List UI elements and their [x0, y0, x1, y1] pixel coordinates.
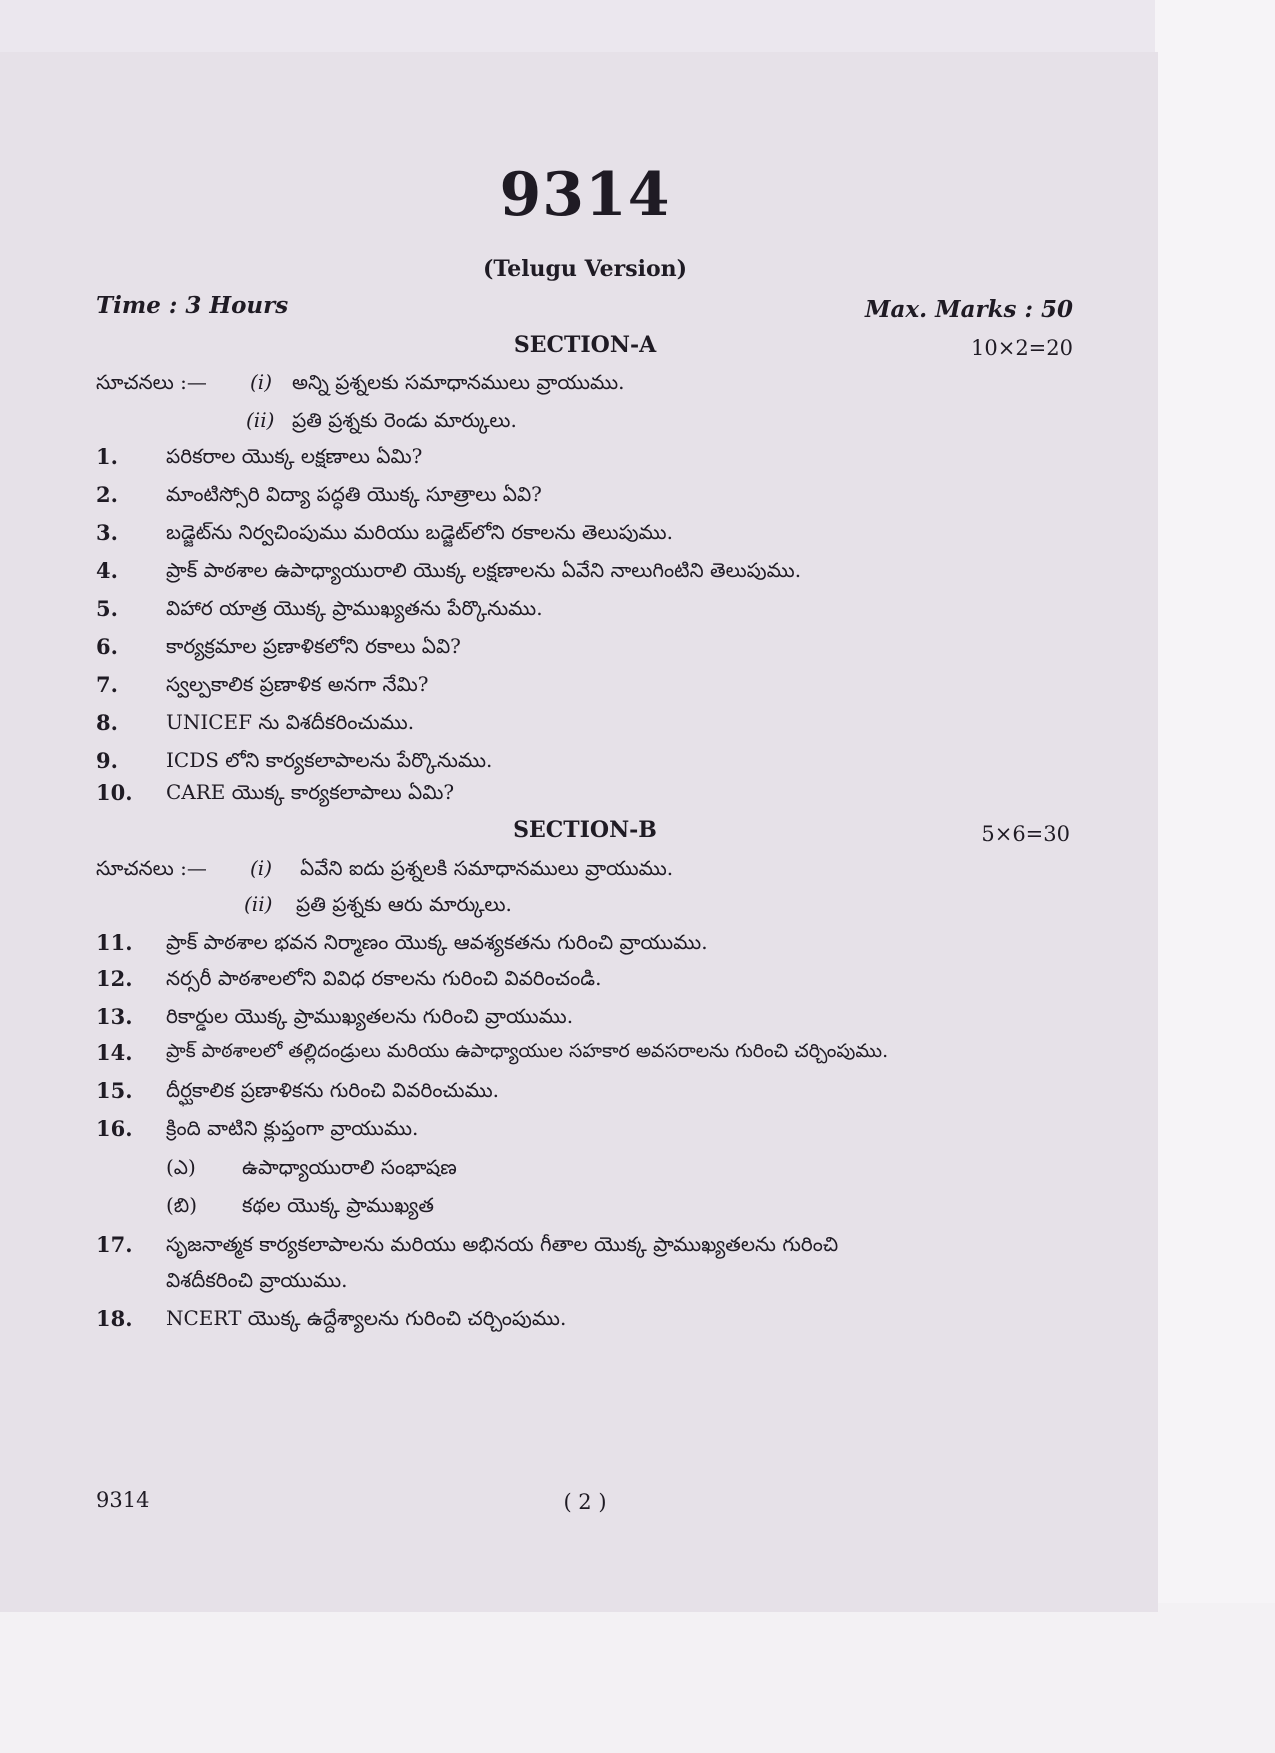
question-number: 15. — [96, 1078, 133, 1103]
question-number: 1. — [96, 444, 118, 469]
question-text: ICDS లోని కార్యకలాపాలను పేర్కొనుము. — [166, 748, 493, 772]
question-number: 14. — [96, 1040, 133, 1065]
question-number: 10. — [96, 780, 133, 805]
question-text: మాంటిస్సోరి విద్యా పద్ధతి యొక్క సూత్రాలు ఏవి? — [166, 482, 542, 506]
scan-margin-right — [1155, 0, 1275, 1753]
section-b-note-text: ప్రతి ప్రశ్నకు ఆరు మార్కులు. — [296, 892, 512, 916]
question-text: ప్రాక్ పాఠశాల భవన నిర్మాణం యొక్క ఆవశ్యకతను గురించి వ్రాయుము. — [166, 930, 708, 954]
section-a-note-num: (i) — [250, 370, 273, 394]
question-text: బడ్జెట్‌ను నిర్వచింపుము మరియు బడ్జెట్‌లోని రకాలను తెలుపుము. — [166, 520, 673, 544]
section-b-title: SECTION-B — [513, 817, 657, 843]
question-number: 4. — [96, 558, 118, 583]
question-text: ప్రాక్ పాఠశాల ఉపాధ్యాయురాలి యొక్క లక్షణాలను ఏవేని నాలుగింటిని తెలుపుము. — [166, 558, 802, 582]
section-b-marks: 5×6=30 — [981, 822, 1070, 846]
question-text: స్వల్పకాలిక ప్రణాళిక అనగా నేమి? — [166, 672, 429, 696]
section-a-title: SECTION-A — [513, 332, 657, 358]
section-a-marks: 10×2=20 — [971, 336, 1073, 360]
question-text: UNICEF ను విశదీకరించుము. — [166, 710, 415, 734]
section-b-note-num: (i) — [250, 856, 273, 880]
question-text: విహార యాత్ర యొక్క ప్రాముఖ్యతను పేర్కొనుము. — [166, 596, 543, 620]
question-number: 17. — [96, 1232, 133, 1257]
footer-paper-code: 9314 — [96, 1488, 150, 1512]
page-number: ( 2 ) — [563, 1490, 607, 1514]
section-a-note-text: అన్ని ప్రశ్నలకు సమాధానములు వ్రాయుము. — [292, 370, 625, 394]
max-marks: Max. Marks : 50 — [865, 296, 1073, 323]
exam-duration: Time : 3 Hours — [96, 292, 289, 319]
question-number: 16. — [96, 1116, 133, 1141]
question-number: 2. — [96, 482, 118, 507]
question-text: క్రింది వాటిని క్లుప్తంగా వ్రాయుము. — [166, 1116, 419, 1140]
question-text: పరికరాల యొక్క లక్షణాలు ఏమి? — [166, 444, 423, 468]
question-text: ప్రాక్ పాఠశాలలో తల్లిదండ్రులు మరియు ఉపాధ్యాయుల సహకార అవసరాలను గురించి చర్చింపుము. — [166, 1040, 889, 1062]
question-number: 9. — [96, 748, 118, 773]
section-b-note-text: ఏవేని ఐదు ప్రశ్నలకి సమాధానములు వ్రాయుము. — [300, 856, 674, 880]
question-text: NCERT యొక్క ఉద్దేశ్యాలను గురించి చర్చింపుము. — [166, 1306, 567, 1330]
question-number: 3. — [96, 520, 118, 545]
question-number: 11. — [96, 930, 133, 955]
question-text: దీర్ఘకాలిక ప్రణాళికను గురించి వివరించుము. — [166, 1078, 500, 1102]
question-number: 18. — [96, 1306, 133, 1331]
scan-margin-bottom — [0, 1603, 1275, 1753]
section-b-instructions-label: సూచనలు :— — [96, 856, 207, 880]
question-number: 13. — [96, 1004, 133, 1029]
question-text: రికార్డుల యొక్క ప్రాముఖ్యతలను గురించి వ్రాయుము. — [166, 1004, 574, 1028]
question-text: సృజనాత్మక కార్యకలాపాలను మరియు అభినయ గీతాల యొక్క ప్రాముఖ్యతలను గురించి — [166, 1232, 839, 1256]
question-number: 12. — [96, 966, 133, 991]
question-number: 5. — [96, 596, 118, 621]
question-text: నర్సరీ పాఠశాలలోని వివిధ రకాలను గురించి వివరించండి. — [166, 966, 602, 990]
question-text: CARE యొక్క కార్యకలాపాలు ఏమి? — [166, 780, 455, 804]
question-number: 7. — [96, 672, 118, 697]
question-text: కార్యక్రమాల ప్రణాళికలోని రకాలు ఏవి? — [166, 634, 461, 658]
sub-question-mark: (బి) — [166, 1193, 198, 1217]
paper-version: (Telugu Version) — [482, 256, 688, 282]
section-a-note-num: (ii) — [246, 408, 275, 432]
section-a-instructions-label: సూచనలు :— — [96, 370, 207, 394]
sub-question-text: కథల యొక్క ప్రాముఖ్యత — [242, 1193, 434, 1217]
section-a-note-text: ప్రతి ప్రశ్నకు రెండు మార్కులు. — [292, 408, 517, 432]
section-b-note-num: (ii) — [244, 892, 273, 916]
sub-question-mark: (ఎ) — [166, 1155, 196, 1179]
paper-code: 9314 — [499, 160, 671, 230]
question-number: 6. — [96, 634, 118, 659]
question-text-continued: విశదీకరించి వ్రాయుము. — [166, 1268, 348, 1292]
question-number: 8. — [96, 710, 118, 735]
sub-question-text: ఉపాధ్యాయురాలి సంభాషణ — [242, 1155, 457, 1179]
